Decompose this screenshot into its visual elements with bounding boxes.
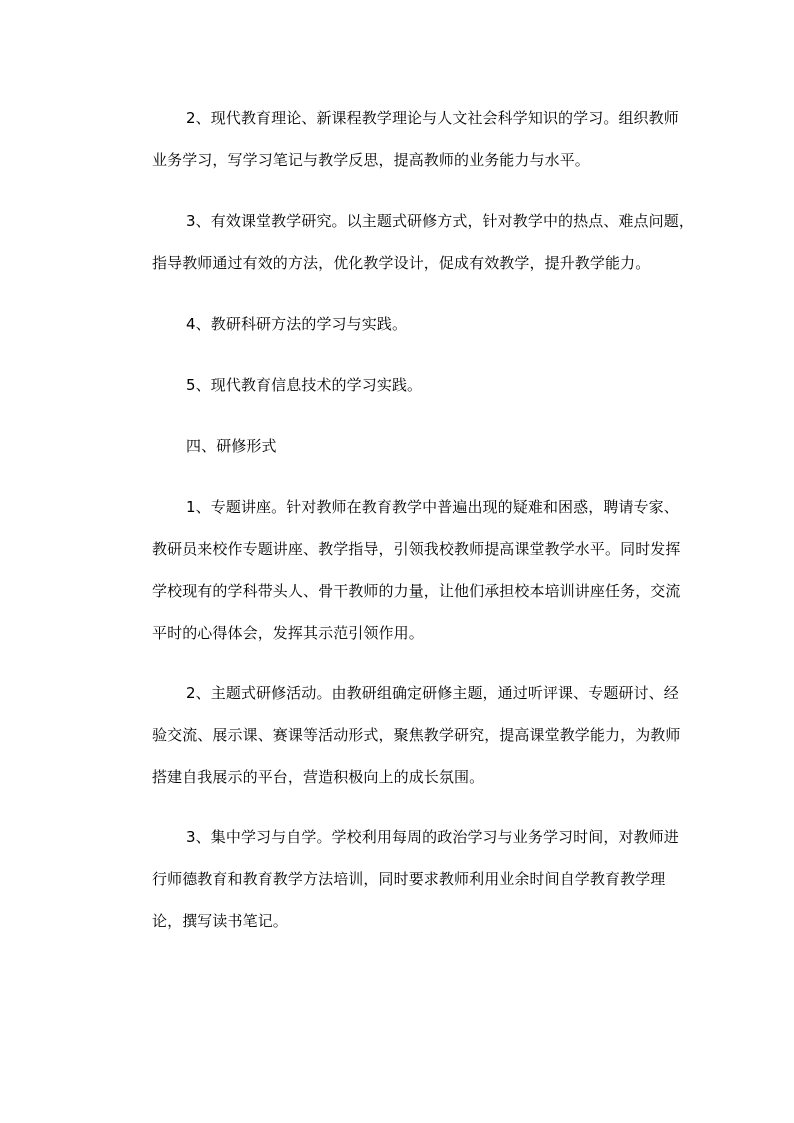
paragraph-line: 行师德教育和教育教学方法培训，同时要求教师利用业余时间自学教育教学理 <box>152 870 666 888</box>
section-heading-text: 四、研修形式 <box>186 437 277 455</box>
paragraph-2-modern-theory <box>118 97 678 181</box>
paragraph-line: 论，撰写读书笔记。 <box>152 912 288 930</box>
paragraph-line: 5、现代教育信息技术的学习实践。 <box>186 376 423 394</box>
paragraph-5-information-technology <box>118 364 678 406</box>
paragraph-line: 搭建自我展示的平台，营造积极向上的成长氛围。 <box>152 768 485 786</box>
paragraph-line: 业务学习，写学习笔记与教学反思，提高教师的业务能力与水平。 <box>152 151 590 169</box>
paragraph-line: 教研员来校作专题讲座、教学指导，引领我校教师提高课堂教学水平。同时发挥 <box>152 540 681 558</box>
paragraph-line: 2、主题式研修活动。由教研组确定研修主题，通过听评课、专题研讨、经 <box>186 684 679 702</box>
paragraph-line: 验交流、展示课、赛课等活动形式，聚焦教学研究，提高课堂教学能力，为教师 <box>152 726 681 744</box>
paragraph-line: 学校现有的学科带头人、骨干教师的力量，让他们承担校本培训讲座任务，交流 <box>152 582 681 600</box>
paragraph-1-lectures <box>118 486 681 654</box>
paragraph-line: 平时的心得体会，发挥其示范引领作用。 <box>152 624 424 642</box>
paragraph-line: 1、专题讲座。针对教师在教育教学中普遍出现的疑难和困惑，聘请专家、 <box>186 498 679 516</box>
paragraph-3-effective-teaching <box>118 200 694 284</box>
paragraph-2-themed-activities <box>118 672 681 798</box>
paragraph-line: 3、有效课堂教学研究。以主题式研修方式，针对教学中的热点、难点问题， <box>186 212 694 230</box>
paragraph-line: 4、教研科研方法的学习与实践。 <box>186 315 408 333</box>
paragraph-line: 指导教师通过有效的方法，优化教学设计，促成有效教学，提升教学能力。 <box>152 254 651 272</box>
paragraph-line: 3、集中学习与自学。学校利用每周的政治学习与业务学习时间，对教师进 <box>186 828 679 846</box>
paragraph-3-self-study <box>118 816 678 942</box>
paragraph-line: 2、现代教育理论、新课程教学理论与人文社会科学知识的学习。组织教师 <box>186 109 679 127</box>
section-heading-research-forms <box>118 425 678 467</box>
paragraph-4-research-methods <box>118 303 678 345</box>
